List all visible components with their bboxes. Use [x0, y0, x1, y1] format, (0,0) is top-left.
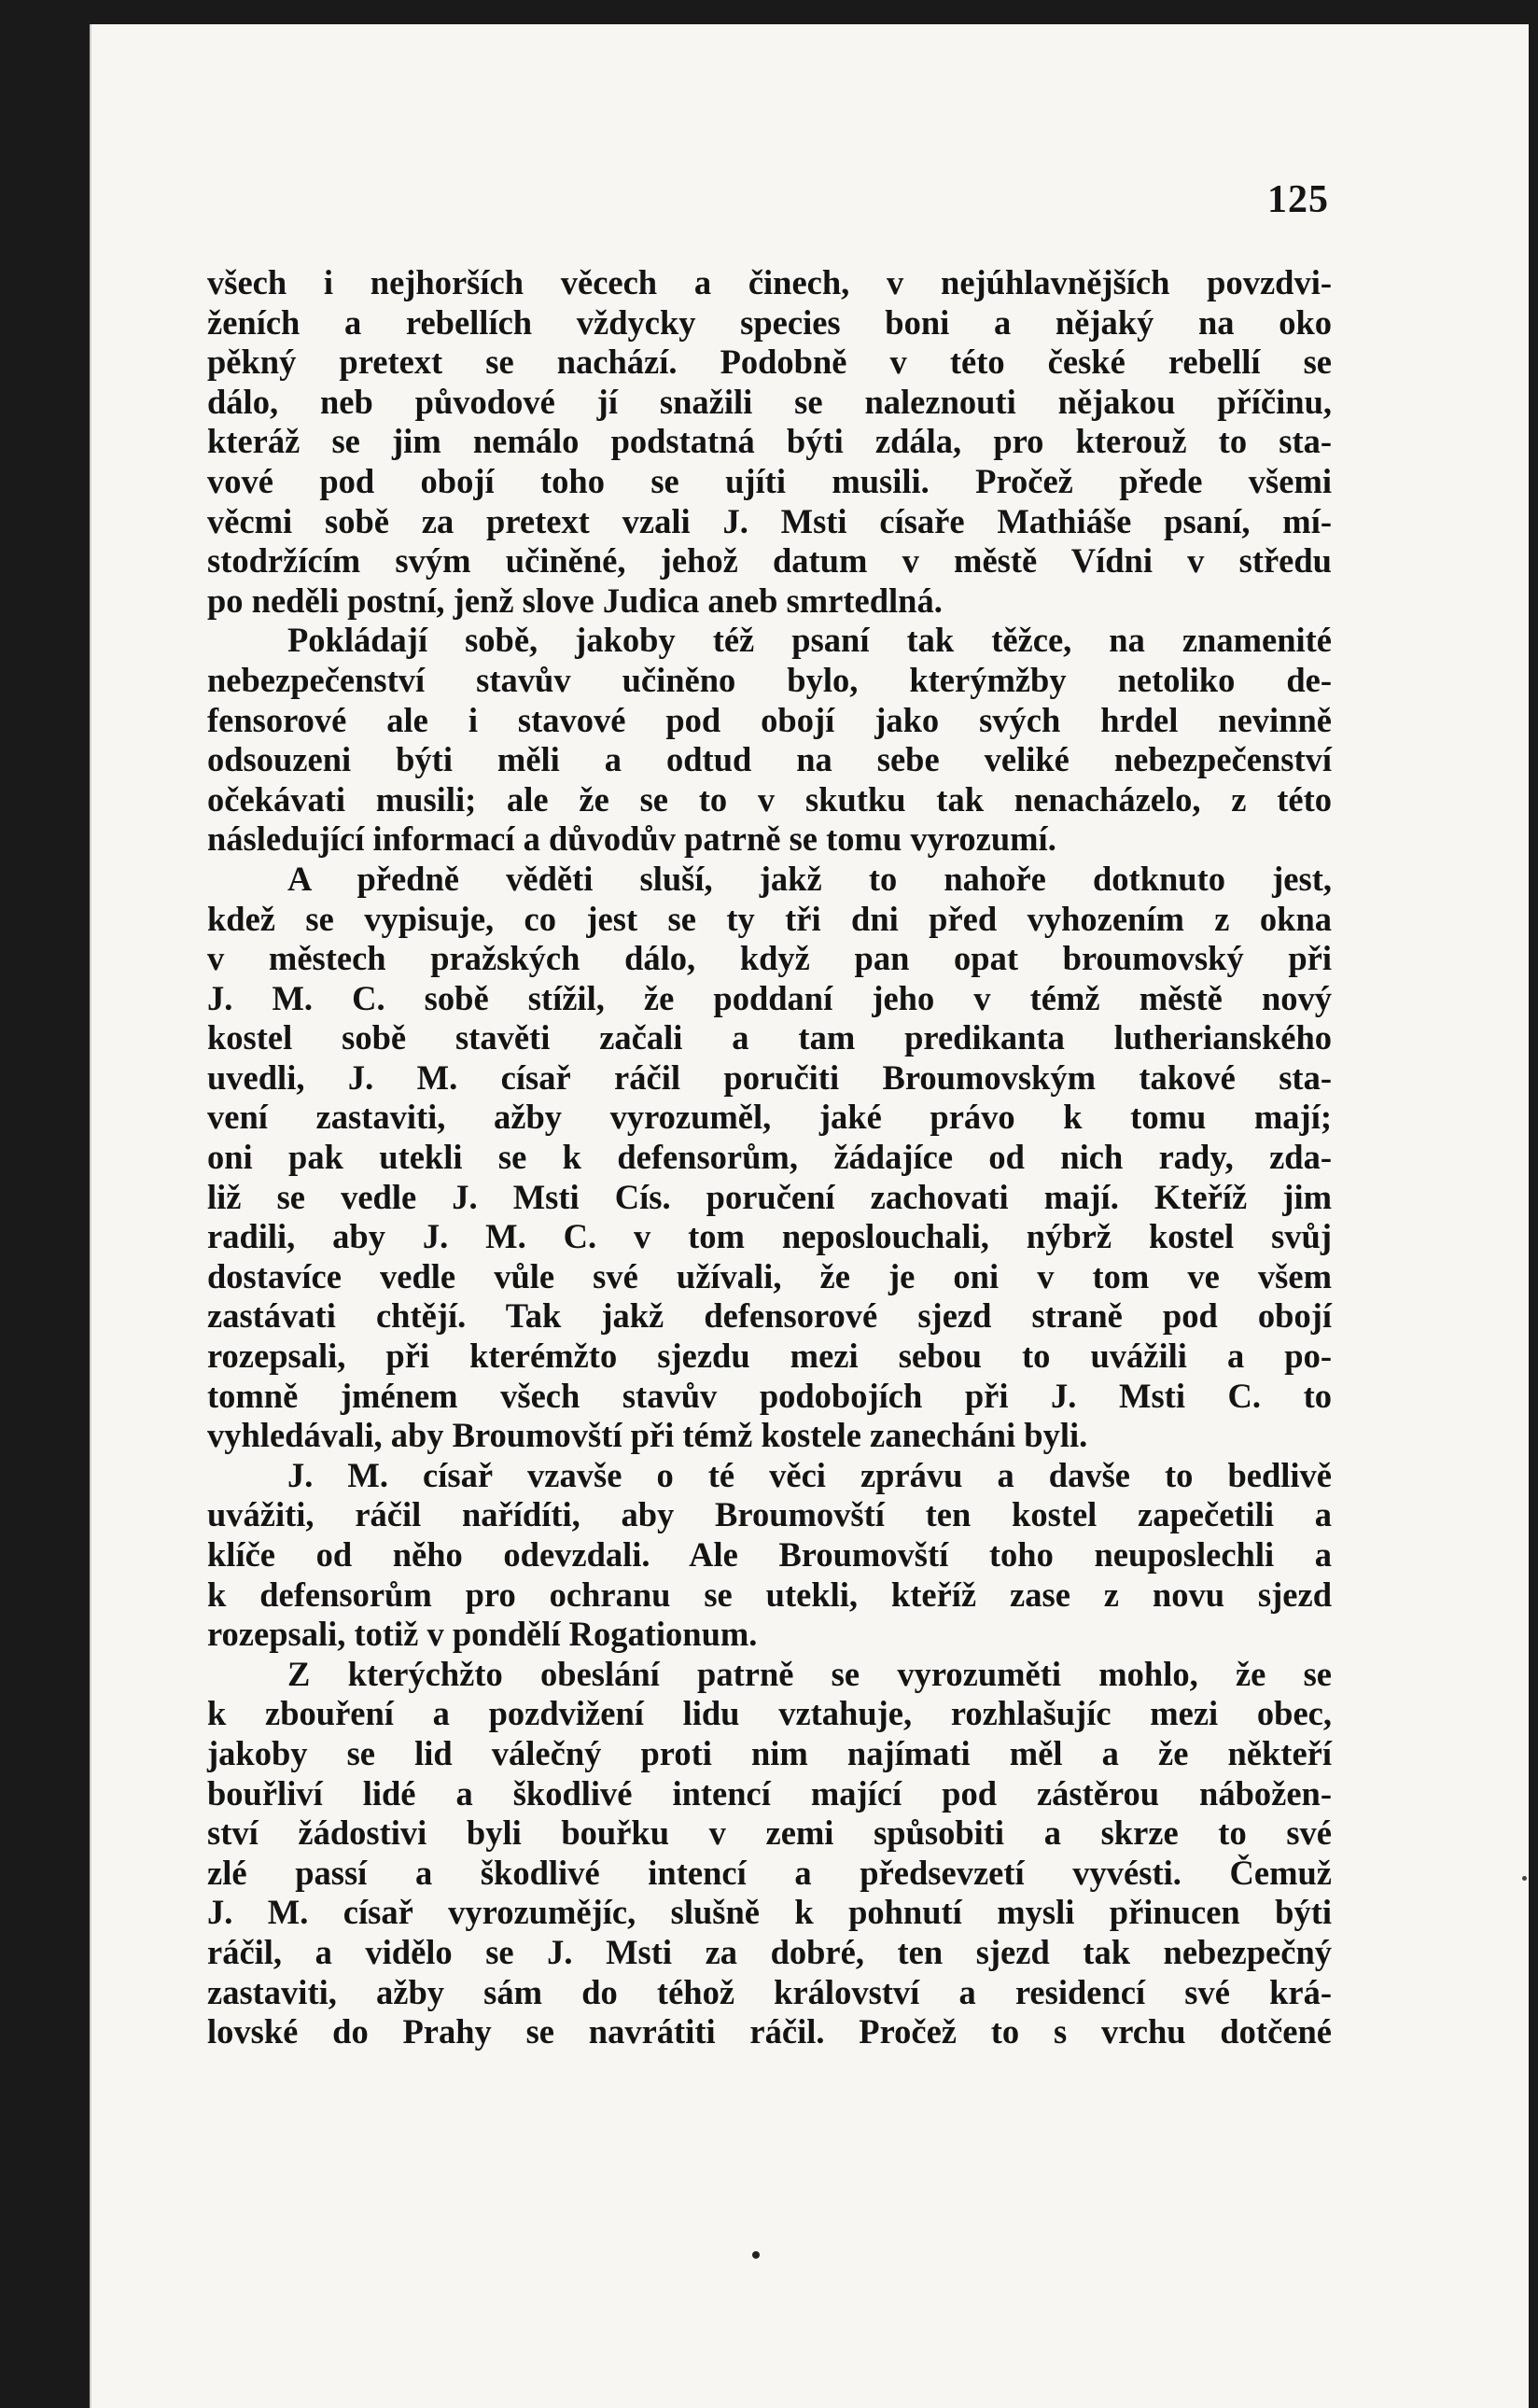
ink-dot: [752, 2251, 760, 2259]
margin-speck: [1522, 1876, 1527, 1881]
text-line: k zbouření a pozdvižení lidu vztahuje, rozhlašujíc mezi obec,: [207, 1694, 1332, 1733]
text-line: dálo, neb původové jí snažili se naleznouti nějakou příčinu,: [207, 382, 1332, 421]
text-line: bouřliví lidé a škodlivé intencí mající pod zástěrou nábožen-: [207, 1773, 1332, 1813]
text-line: kteráž se jim nemálo podstatná býti zdála, pro kterouž to sta-: [207, 422, 1332, 461]
text-line: po neděli postní, jenž slove Judica aneb smrtedlná.: [207, 581, 943, 620]
text-line: uvážiti, ráčil nařídíti, aby Broumovští ten kostel zapečetili a: [207, 1495, 1332, 1534]
text-line: zastávati chtějí. Tak jakž defensorové sjezd straně pod obojí: [207, 1296, 1332, 1336]
text-line: očekávati musili; ale že se to v skutku tak nenacházelo, z této: [207, 779, 1332, 819]
page-number: 125: [1267, 178, 1329, 221]
text-line: radili, aby J. M. C. v tom neposlouchali, nýbrž kostel svůj: [207, 1217, 1332, 1256]
text-line: věcmi sobě za pretext vzali J. Msti císaře Mathiáše psaní, mí-: [207, 501, 1332, 540]
text-line: J. M. C. sobě stížil, že poddaní jeho v témž městě nový: [207, 978, 1332, 1017]
text-line: jakoby se lid válečný proti nim najímati měl a že někteří: [207, 1733, 1332, 1772]
text-line: nebezpečenství stavův učiněno bylo, kterýmžby netoliko de-: [207, 660, 1332, 699]
text-line: vové pod obojí toho se ujíti musili. Pročež přede všemi: [207, 461, 1332, 500]
text-line: zastaviti, ažby sám do téhož království a residencí své krá-: [207, 1972, 1332, 2011]
text-line: uvedli, J. M. císař ráčil poručiti Broumovským takové sta-: [207, 1057, 1332, 1097]
text-line: oni pak utekli se k defensorům, žádajíce od nich rady, zda-: [207, 1138, 1332, 1177]
text-line: ráčil, a vidělo se J. Msti za dobré, ten sjezd tak nebezpečný: [207, 1932, 1332, 1971]
text-line: A předně věděti sluší, jakž to nahoře dotknuto jest,: [287, 859, 1332, 898]
text-line: stodržícím svým učiněné, jehož datum v městě Vídni v středu: [207, 541, 1332, 581]
text-line: J. M. císař vzavše o té věci zprávu a davše to bedlivě: [287, 1455, 1332, 1494]
text-line: následující informací a důvodův patrně se tomu vyrozumí.: [207, 819, 1056, 859]
text-line: klíče od něho odevzdali. Ale Broumovští toho neuposlechli a: [207, 1535, 1332, 1574]
text-line: rozepsali, při kterémžto sjezdu mezi sebou to uvážili a po-: [207, 1337, 1332, 1376]
text-line: dostavíce vedle vůle své užívali, že je oni v tom ve všem: [207, 1256, 1332, 1295]
text-line: všech i nejhorších věcech a činech, v nejúhlavnějších povzdvi-: [207, 263, 1332, 301]
text-line: ství žádostivi byli bouřku v zemi spůsobiti a skrze to své: [207, 1813, 1332, 1853]
text-line: Z kterýchžto obeslání patrně se vyrozuměti mohlo, že se: [287, 1654, 1332, 1693]
text-line: tomně jménem všech stavův podobojích při J. Msti C. to: [207, 1376, 1332, 1415]
text-line: vení zastaviti, ažby vyrozuměl, jaké právo k tomu mají;: [207, 1098, 1332, 1137]
text-line: vyhledávali, aby Broumovští při témž kostele zanecháni byli.: [207, 1416, 1088, 1455]
text-line: zlé passí a škodlivé intencí a předsevzetí vyvésti. Čemuž: [207, 1853, 1332, 1892]
text-line: odsouzeni býti měli a odtud na sebe veliké nebezpečenství: [207, 740, 1332, 779]
text-line: kostel sobě stavěti začali a tam predikanta lutherianského: [207, 1018, 1332, 1057]
text-line: ženích a rebellích vždycky species boni a nějaký na oko: [207, 302, 1332, 342]
text-line: k defensorům pro ochranu se utekli, kteříž zase z novu sjezd: [207, 1575, 1332, 1614]
text-line: Pokládají sobě, jakoby též psaní tak těžce, na znamenité: [287, 621, 1332, 660]
text-line: J. M. císař vyrozumějíc, slušně k pohnutí mysli přinucen býti: [207, 1893, 1332, 1932]
text-line: pěkný pretext se nachází. Podobně v této české rebellí se: [207, 343, 1332, 382]
body-text: [207, 263, 1332, 2052]
text-line: kdež se vypisuje, co jest se ty tři dni před vyhozením z okna: [207, 899, 1332, 938]
text-line: rozepsali, totiž v pondělí Rogationum.: [207, 1615, 758, 1654]
text-line: fensorové ale i stavové pod obojí jako svých hrdel nevinně: [207, 700, 1332, 739]
text-line: lovské do Prahy se navrátiti ráčil. Pročež to s vrchu dotčené: [207, 2012, 1332, 2051]
text-line: v městech pražských dálo, když pan opat broumovský při: [207, 939, 1332, 978]
text-line: liž se vedle J. Msti Cís. poručení zachovati mají. Kteříž jim: [207, 1177, 1332, 1216]
